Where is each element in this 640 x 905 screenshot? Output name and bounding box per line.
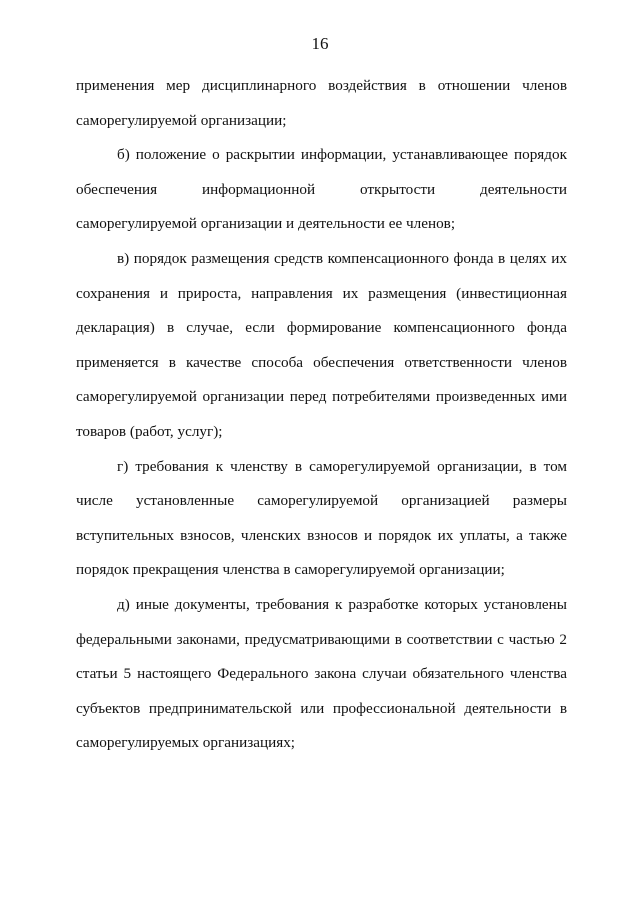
paragraph-continuation: применения мер дисциплинарного воздействия в отношении членов саморегулируемой организации; xyxy=(76,77,567,129)
paragraph-item-d: д) иные документы, требования к разработке которых установлены федеральными законами, предусматривающими в соответствии с частью 2 статьи 5 настоящего Федерального закона случаи обязательного членства субъектов предпринимательской или профессиональной деятельности в саморегулируемых организациях; xyxy=(76,595,567,752)
page-number: 16 xyxy=(311,34,329,53)
document-body xyxy=(76,69,567,761)
paragraph-item-b: б) положение о раскрытии информации, устанавливающее порядок обеспечения информационной открытости деятельности саморегулируемой организации и деятельности ее членов; xyxy=(76,146,567,233)
paragraph-item-v: в) порядок размещения средств компенсационного фонда в целях их сохранения и прироста, направления их размещения (инвестиционная декларация) в случае, если формирование компенсационного фонда применяется в качестве способа обеспечения ответственности членов саморегулируемой организации перед потребителями произведенных ими товаров (работ, услуг); xyxy=(76,249,567,440)
paragraph-item-g: г) требования к членству в саморегулируемой организации, в том числе установленные саморегулируемой организацией размеры вступительных взносов, членских взносов и порядок их уплаты, а также порядок прекращения членства в саморегулируемой организации; xyxy=(76,457,567,579)
